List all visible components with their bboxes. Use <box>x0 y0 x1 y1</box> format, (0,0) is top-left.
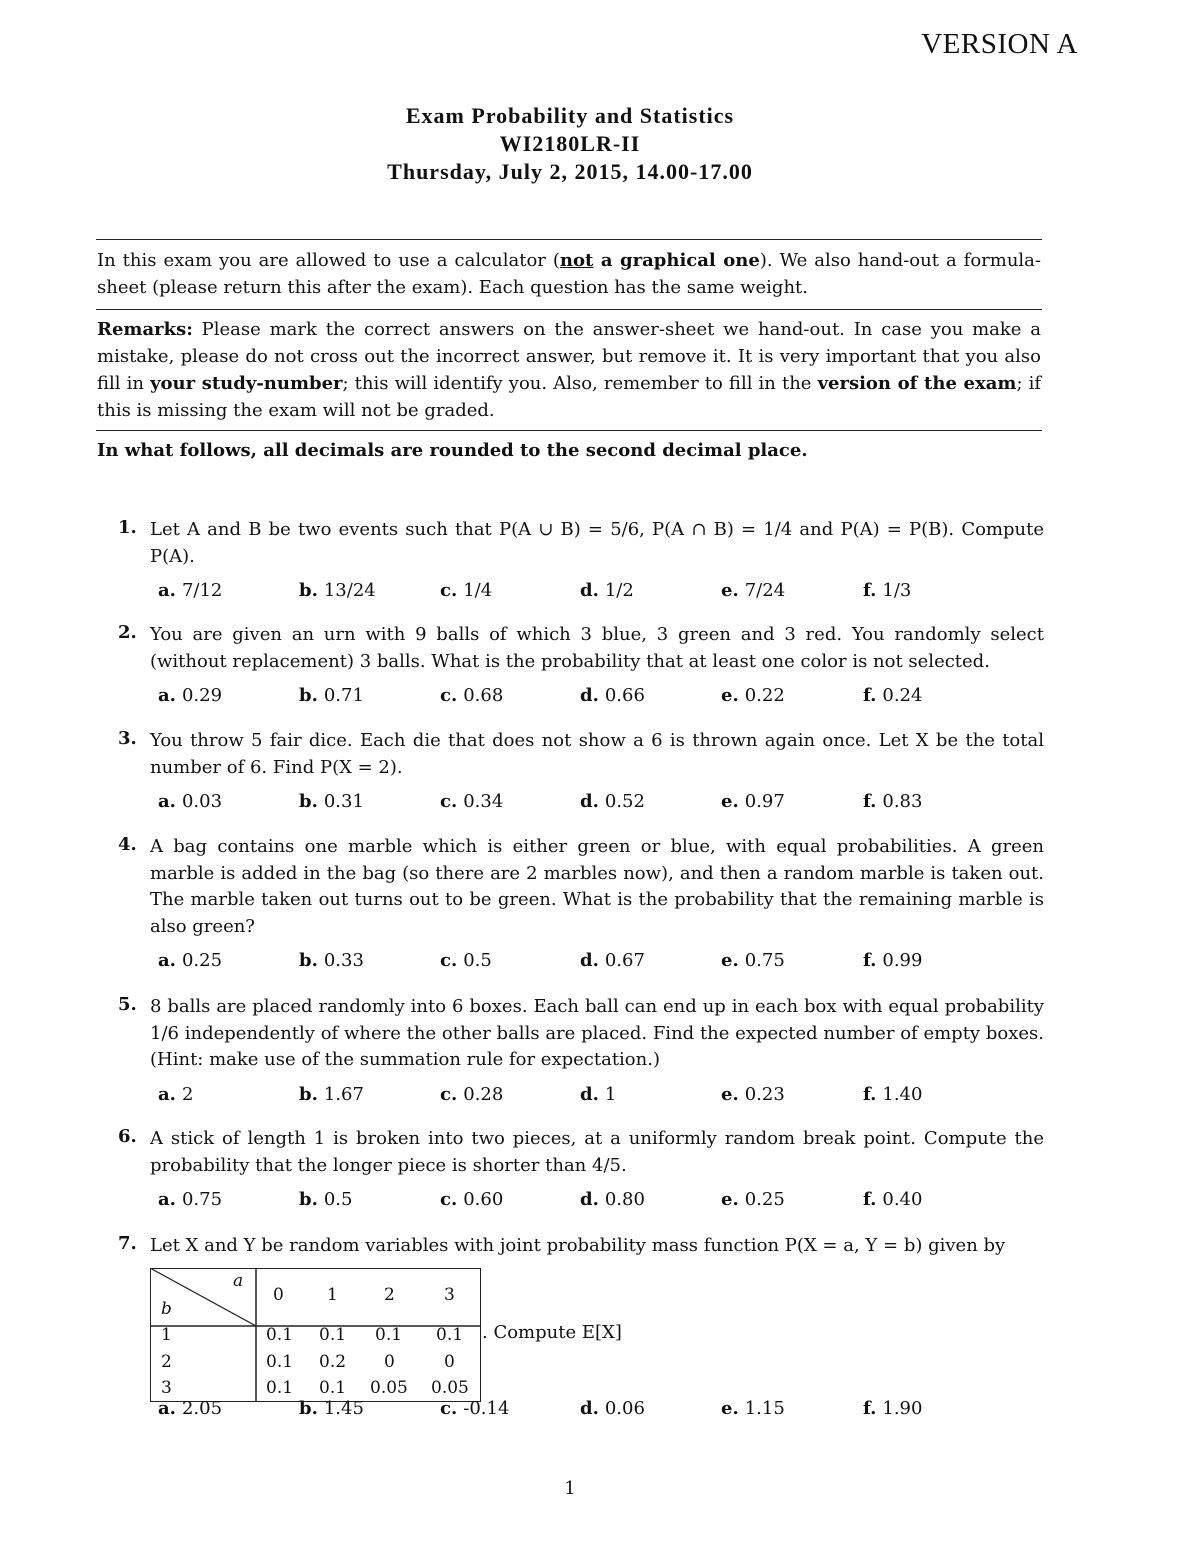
table-cell: 0 <box>444 1352 455 1372</box>
option-d: d. 0.66 <box>580 685 645 706</box>
option-f: f. 1/3 <box>863 580 912 601</box>
question-number: 7. <box>118 1233 137 1254</box>
option-f: f. 1.90 <box>863 1398 923 1419</box>
table-cell: 0.1 <box>266 1352 294 1372</box>
option-f: f. 1.40 <box>863 1083 923 1105</box>
option-d: d. 0.06 <box>580 1398 645 1419</box>
option-e: e. 7/24 <box>721 580 786 601</box>
question-4 <box>118 834 1044 980</box>
option-a: a. 7/12 <box>158 580 223 601</box>
option-f: f. 0.99 <box>863 950 923 971</box>
table-cell: 0.1 <box>375 1325 403 1345</box>
option-f: f. 0.40 <box>863 1189 923 1210</box>
question-text: You throw 5 fair dice. Each die that does not show a 6 is thrown again once. Let X be the total number of 6. Find P(X = 2). <box>150 730 1044 778</box>
option-b: b. 0.33 <box>299 950 364 971</box>
table-cell: 0.05 <box>431 1378 469 1398</box>
remarks-paragraph: Remarks: Please mark the correct answers on the answer-sheet we hand-out. In case you make a mistake, please do not cross out the incorrect answer, but remove it. It is very important that you also fill in your study-number; this will identify you. Also, remember to fill in the version of the exam; if this is missing the exam will not be graded. <box>97 319 1042 421</box>
question-number: 4. <box>118 834 137 855</box>
version-label: VERSION A <box>921 28 1078 60</box>
question-1 <box>118 517 1044 610</box>
column-header: 1 <box>327 1285 338 1305</box>
option-a: a. 0.25 <box>158 950 223 971</box>
option-c: c. 0.68 <box>440 685 504 706</box>
option-c: c. 0.5 <box>440 950 492 971</box>
question-number: 3. <box>118 728 137 749</box>
table-cell: 0.1 <box>266 1378 294 1398</box>
option-b: b. 1.45 <box>299 1398 364 1419</box>
table-cell: 0 <box>384 1352 395 1372</box>
option-a: a. 0.29 <box>158 685 223 706</box>
question-number: 1. <box>118 517 137 538</box>
question-text: A bag contains one marble which is either green or blue, with equal probabilities. A green marble is added in the bag (so there are 2 marbles now), and then a random marble is taken out. The marble taken out turns out to be green. What is the probability that the remaining marble is also green? <box>150 836 1044 937</box>
question-number: 2. <box>118 622 137 643</box>
table-cell: 0.1 <box>319 1378 347 1398</box>
table-cell: 0.1 <box>266 1325 294 1345</box>
option-b: b. 0.31 <box>299 791 364 812</box>
option-d: d. 1/2 <box>580 580 634 601</box>
table-cell: 0.1 <box>436 1325 464 1345</box>
divider <box>96 309 1042 310</box>
option-e: e. 0.97 <box>721 791 785 812</box>
question-3 <box>118 728 1044 821</box>
option-b: b. 0.71 <box>299 685 364 706</box>
option-e: e. 0.75 <box>721 950 785 971</box>
option-c: c. 1/4 <box>440 580 493 601</box>
option-d: d. 0.80 <box>580 1189 645 1210</box>
compute-expectation-text: . Compute E[X] <box>482 1322 622 1343</box>
options-row <box>158 950 1044 980</box>
option-f: f. 0.83 <box>863 791 923 812</box>
option-b: b. 13/24 <box>299 580 376 601</box>
question-text: You are given an urn with 9 balls of which 3 blue, 3 green and 3 red. You randomly select (without replacement) 3 balls. What is the probability that at least one color is not selected. <box>150 624 1044 672</box>
table-cell: 0.05 <box>370 1378 408 1398</box>
exam-date: Thursday, July 2, 2015, 14.00-17.00 <box>387 159 753 184</box>
options-row <box>158 580 1044 610</box>
option-a: a. 2 <box>158 1083 194 1105</box>
divider <box>96 239 1042 240</box>
row-header: 3 <box>161 1378 172 1398</box>
option-c: c. 0.28 <box>440 1083 504 1105</box>
question-number: 5. <box>118 994 137 1015</box>
option-c: c. -0.14 <box>440 1398 510 1419</box>
options-row <box>158 791 1044 821</box>
row-variable-label: b <box>161 1299 172 1319</box>
option-e: e. 0.25 <box>721 1189 785 1210</box>
table-cell: 0.2 <box>319 1352 347 1372</box>
question-5 <box>118 994 1044 1114</box>
row-header: 1 <box>161 1325 172 1345</box>
option-c: c. 0.34 <box>440 791 504 812</box>
table-cell: 0.1 <box>319 1325 347 1345</box>
question-6 <box>118 1126 1044 1219</box>
column-header: 3 <box>444 1285 455 1305</box>
option-e: e. 0.22 <box>721 685 785 706</box>
option-c: c. 0.60 <box>440 1189 504 1210</box>
column-header: 2 <box>384 1285 395 1305</box>
option-e: e. 0.23 <box>721 1083 785 1105</box>
instructions-paragraph: In this exam you are allowed to use a calculator (not a graphical one). We also hand-out a formula-sheet (please return this after the exam). Each question has the same weight. <box>97 250 1041 298</box>
question-text: A stick of length 1 is broken into two pieces, at a uniformly random break point. Compute the probability that the longer piece is shorter than 4/5. <box>150 1128 1044 1176</box>
option-b: b. 1.67 <box>299 1083 364 1105</box>
option-a: a. 0.03 <box>158 791 223 812</box>
question-7 <box>118 1233 1044 1260</box>
options-row <box>158 1084 1044 1114</box>
option-f: f. 0.24 <box>863 685 923 706</box>
decimals-note: In what follows, all decimals are rounded to the second decimal place. <box>97 440 808 461</box>
question-text: Let A and B be two events such that P(A ∪ B) = 5/6, P(A ∩ B) = 1/4 and P(A) = P(B). Compute P(A). <box>150 519 1044 567</box>
options-row <box>158 1398 1044 1428</box>
question-7-options <box>118 1398 1044 1428</box>
exam-title-block <box>0 102 1140 186</box>
options-row <box>158 1189 1044 1219</box>
page-number: 1 <box>564 1478 576 1499</box>
options-row <box>158 685 1044 715</box>
option-d: d. 0.67 <box>580 950 645 971</box>
option-d: d. 0.52 <box>580 791 645 812</box>
question-text: 8 balls are placed randomly into 6 boxes. Each ball can end up in each box with equal probability 1/6 independently of where the other balls are placed. Find the expected number of empty boxes. (Hint: make use of the summation rule for expectation.) <box>150 996 1044 1070</box>
question-text: Let X and Y be random variables with joint probability mass function P(X = a, Y = b) given by <box>150 1235 1006 1256</box>
pmf-table <box>150 1268 481 1402</box>
option-e: e. 1.15 <box>721 1398 785 1419</box>
option-a: a. 2.05 <box>158 1398 223 1419</box>
divider <box>96 430 1042 431</box>
exam-title: Exam Probability and Statistics <box>405 103 735 128</box>
option-b: b. 0.5 <box>299 1189 353 1210</box>
column-header: 0 <box>273 1285 284 1305</box>
row-header: 2 <box>161 1352 172 1372</box>
option-d: d. 1 <box>580 1083 617 1105</box>
option-a: a. 0.75 <box>158 1189 223 1210</box>
column-variable-label: a <box>233 1271 244 1291</box>
question-2 <box>118 622 1044 715</box>
question-number: 6. <box>118 1126 137 1147</box>
course-code: WI2180LR-II <box>499 131 641 156</box>
